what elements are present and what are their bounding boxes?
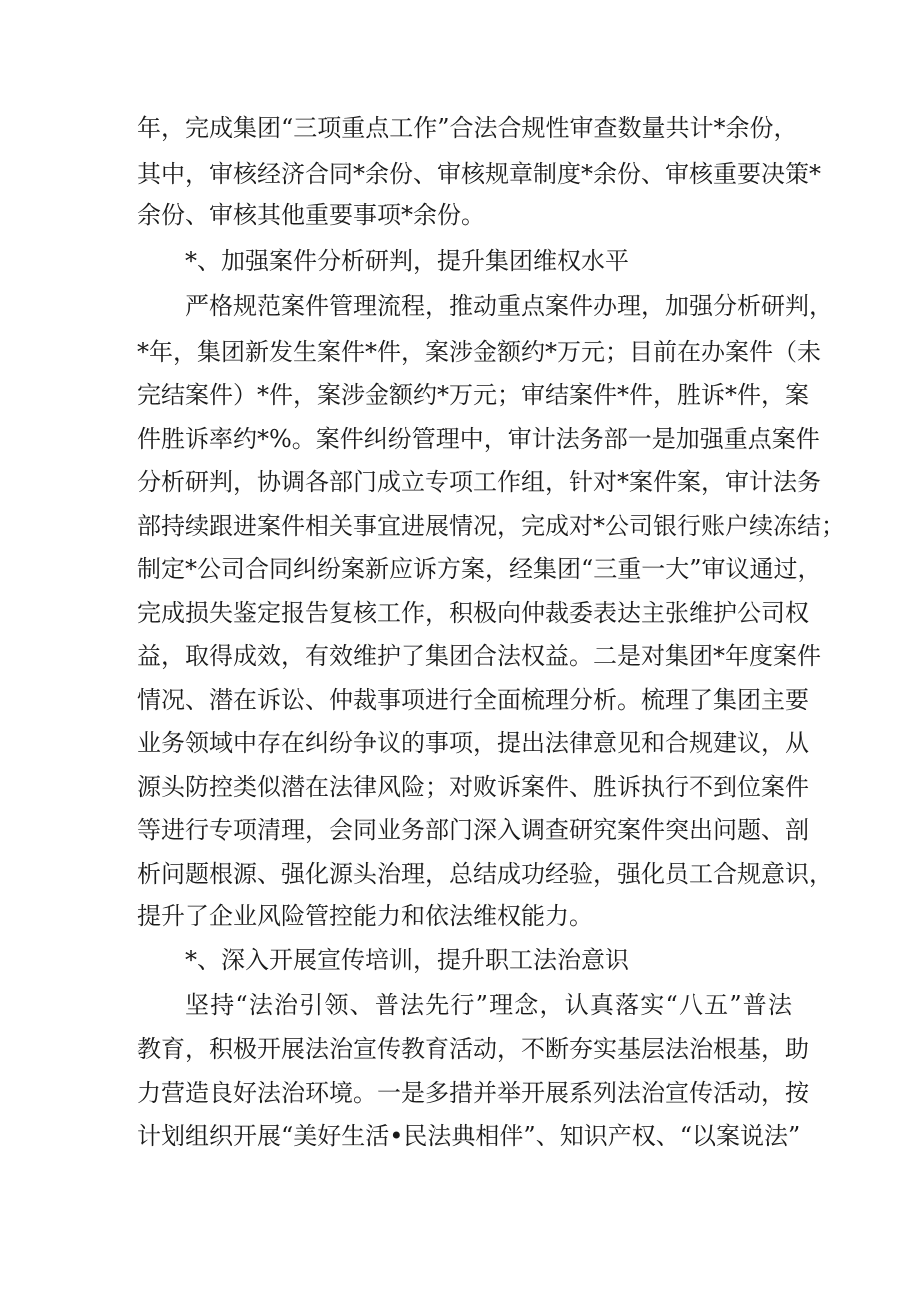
section-heading: *、加强案件分析研判，提升集团维权水平 xyxy=(185,247,629,275)
paragraph-line: 分析研判，协调各部门成立专项工作组，针对*案件案，审计法务 xyxy=(137,468,821,496)
paragraph-line: 部持续跟进案件相关事宜进展情况，完成对*公司银行账户续冻结； xyxy=(137,512,845,540)
paragraph-line: 其中，审核经济合同*余份、审核规章制度*余份、审核重要决策* xyxy=(137,160,821,188)
paragraph-line: 件胜诉率约*%。案件纠纷管理中，审计法务部一是加强重点案件 xyxy=(137,425,820,453)
paragraph-line: 情况、潜在诉讼、仲裁事项进行全面梳理分析。梳理了集团主要 xyxy=(137,686,809,714)
paragraph-line: 完结案件）*件，案涉金额约*万元；审结案件*件，胜诉*件，案 xyxy=(137,381,809,409)
paragraph-line: 年，完成集团“三项重点工作”合法合规性审查数量共计*余份， xyxy=(137,114,798,142)
paragraph-line: 业务领域中存在纠纷争议的事项，提出法律意见和合规建议，从 xyxy=(137,729,809,757)
paragraph-line: 源头防控类似潜在法律风险；对败诉案件、胜诉执行不到位案件 xyxy=(137,773,809,801)
paragraph-line: 益，取得成效，有效维护了集团合法权益。二是对集团*年度案件 xyxy=(137,642,821,670)
paragraph-line: *年，集团新发生案件*件，案涉金额约*万元；目前在办案件（未 xyxy=(137,338,821,366)
paragraph-line: 严格规范案件管理流程，推动重点案件办理，加强分析研判， xyxy=(185,292,833,320)
section-heading: *、深入开展宣传培训，提升职工法治意识 xyxy=(185,946,629,974)
paragraph-line: 教育，积极开展法治宣传教育活动，不断夯实基层法治根基，助 xyxy=(137,1035,809,1063)
paragraph-line: 完成损失鉴定报告复核工作，积极向仲裁委表达主张维护公司权 xyxy=(137,599,809,627)
paragraph-line: 余份、审核其他重要事项*余份。 xyxy=(137,201,485,229)
paragraph-line: 等进行专项清理，会同业务部门深入调查研究案件突出问题、剖 xyxy=(137,816,809,844)
paragraph-line: 力营造良好法治环境。一是多措并举开展系列法治宣传活动，按 xyxy=(137,1079,809,1107)
paragraph-line: 析问题根源、强化源头治理，总结成功经验，强化员工合规意识， xyxy=(137,860,833,888)
paragraph-line: 坚持“法治引领、普法先行”理念，认真落实“八五”普法 xyxy=(185,991,792,1019)
paragraph-line: 提升了企业风险管控能力和依法维权能力。 xyxy=(137,902,593,930)
paragraph-line: 制定*公司合同纠纷案新应诉方案，经集团“三重一大”审议通过， xyxy=(137,555,822,583)
paragraph-line: 计划组织开展“美好生活•民法典相伴”、知识产权、“以案说法” xyxy=(137,1122,801,1150)
